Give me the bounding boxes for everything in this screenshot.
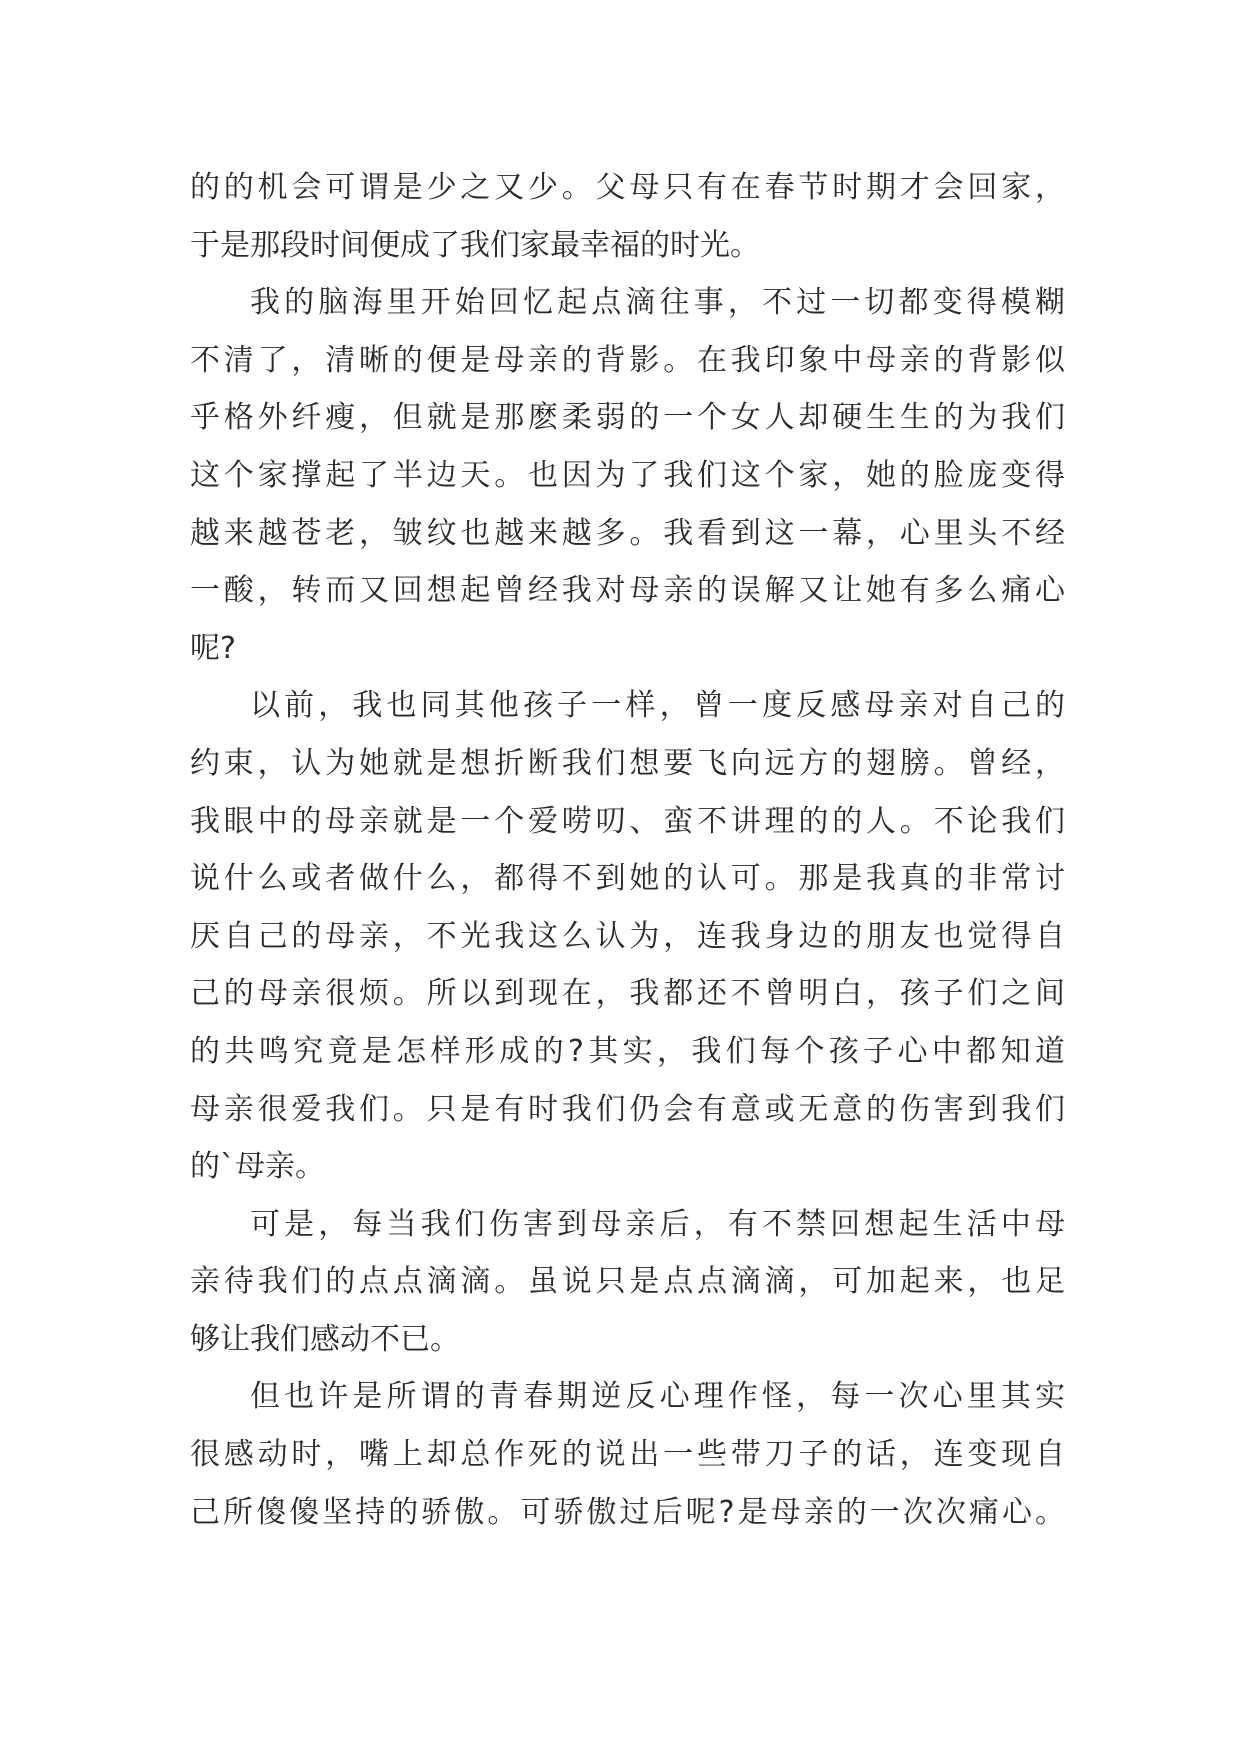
text-line: 我眼中的母亲就是一个爱唠叨、蛮不讲理的的人。不论我们 [190,803,1065,839]
text-line: 母亲很爱我们。只是有时我们仍会有意或无意的伤害到我们 [190,1091,1065,1127]
text-line: 的共鸣究竟是怎样形成的?其实，我们每个孩子心中都知道 [190,1033,1065,1069]
text-line: 很感动时，嘴上却总作死的说出一些带刀子的话，连变现自 [190,1437,1065,1473]
text-line: 于是那段时间便成了我们家最幸福的时光。 [190,227,760,263]
text-line: 一酸，转而又回想起曾经我对母亲的误解又让她有多么痛心 [190,573,1065,609]
text-line: 己的母亲很烦。所以到现在，我都还不曾明白，孩子们之间 [190,976,1065,1012]
text-line: 的`母亲。 [190,1149,325,1185]
text-line: 说什么或者做什么，都得不到她的认可。那是我真的非常讨 [190,861,1065,897]
text-line: 越来越苍老，皱纹也越来越多。我看到这一幕，心里头不经 [190,515,1065,551]
paragraph-first-line: 以前，我也同其他孩子一样，曾一度反感母亲对自己的 [250,688,1065,724]
text-line: 约束，认为她就是想折断我们想要飞向远方的翅膀。曾经， [190,745,1065,781]
body-text [190,159,1065,1541]
text-line: 这个家撑起了半边天。也因为了我们这个家，她的脸庞变得 [190,457,1065,493]
text-line: 厌自己的母亲，不光我这么认为，连我身边的朋友也觉得自 [190,918,1065,954]
text-line: 不清了，清晰的便是母亲的背影。在我印象中母亲的背影似 [190,342,1065,378]
text-line: 己所傻傻坚持的骄傲。可骄傲过后呢?是母亲的一次次痛心。 [190,1494,1065,1530]
paragraph-first-line: 可是，每当我们伤害到母亲后，有不禁回想起生活中母 [250,1206,1065,1242]
paragraph-first-line: 我的脑海里开始回忆起点滴往事，不过一切都变得模糊 [250,285,1065,321]
paragraph-first-line: 但也许是所谓的青春期逆反心理作怪，每一次心里其实 [250,1379,1065,1415]
text-line: 亲待我们的点点滴滴。虽说只是点点滴滴，可加起来，也足 [190,1264,1065,1300]
text-line: 的的机会可谓是少之又少。父母只有在春节时期才会回家， [190,170,1065,205]
text-line: 够让我们感动不已。 [190,1321,460,1357]
text-line: 乎格外纤瘦，但就是那麽柔弱的一个女人却硬生生的为我们 [190,400,1065,436]
text-line: 呢? [190,630,236,666]
